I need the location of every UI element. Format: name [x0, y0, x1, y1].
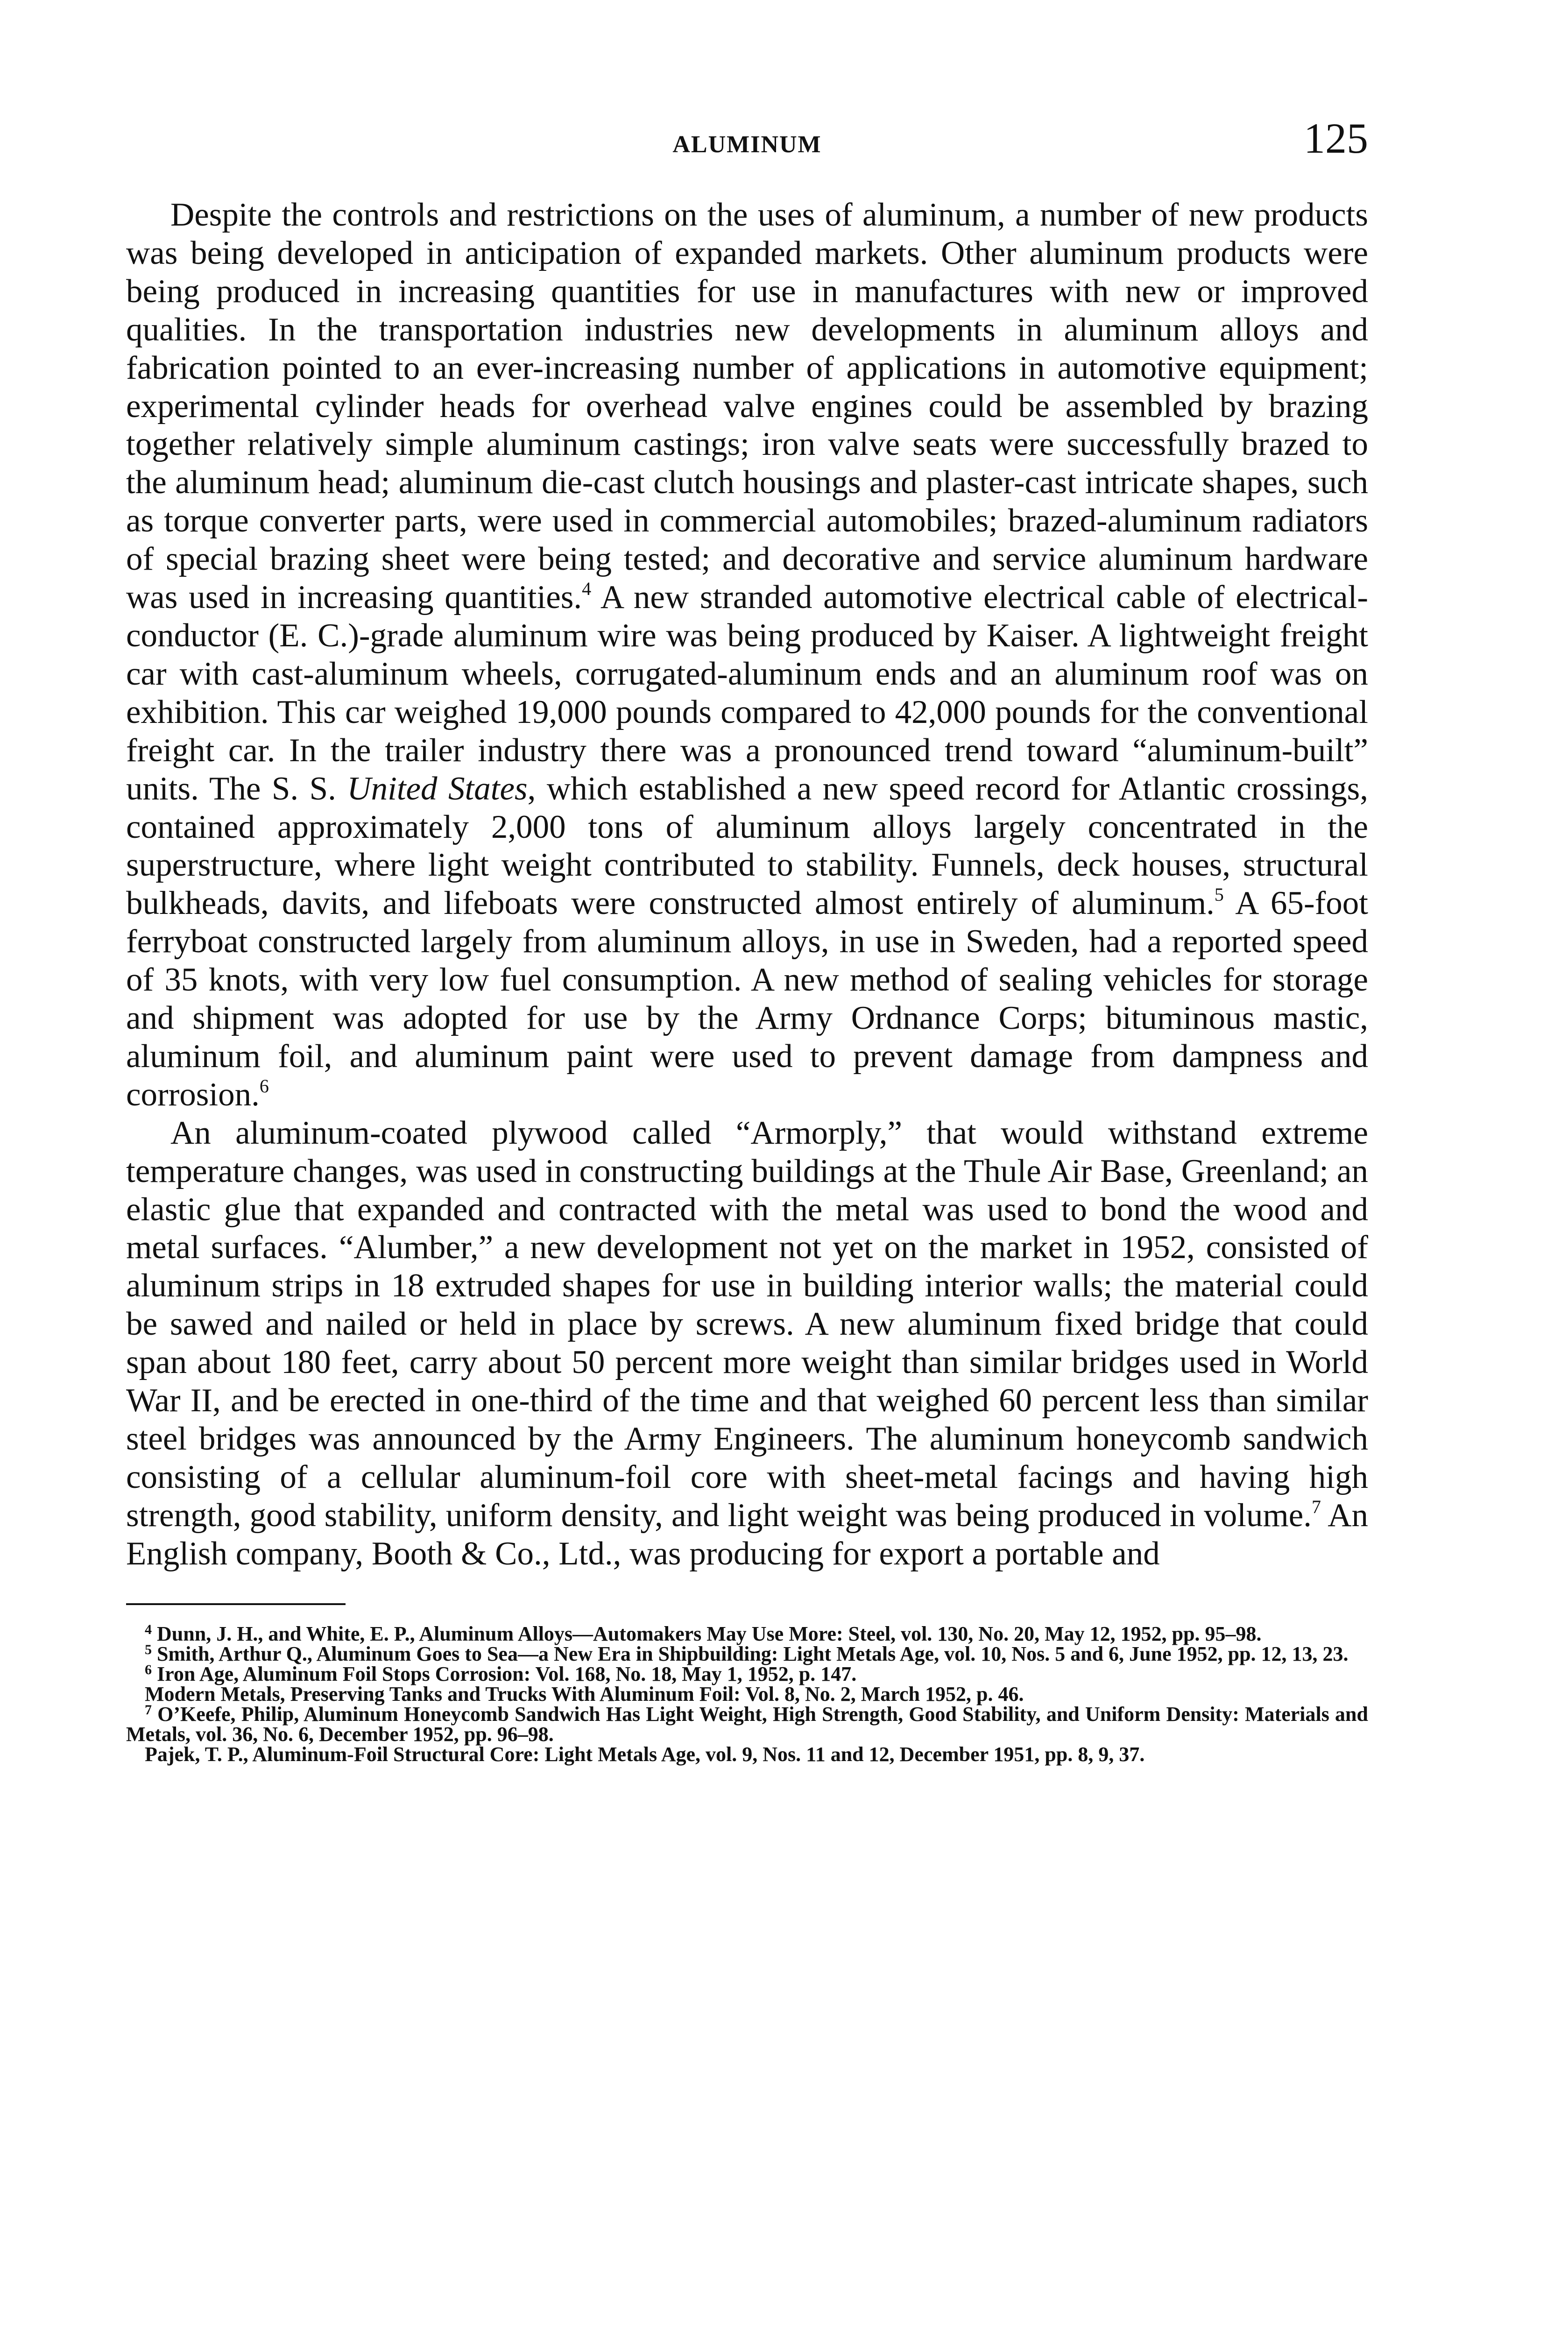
footnote-6	[126, 1664, 1368, 1684]
footnote-ref-7: 7	[1312, 1496, 1321, 1517]
page-number: 125	[1304, 114, 1368, 162]
body-text	[126, 196, 1368, 1573]
footnote-7	[126, 1704, 1368, 1744]
footnotes	[126, 1621, 1368, 1766]
paragraph-text: An aluminum-coated plywood called “Armorply,” that would withstand extreme temperature changes, was used in constructing buildings at the Thule Air Base, Greenland; an elastic glue that expanded and contracted with the metal was used to bond the wood and metal surfaces. “Alumber,” a new development not yet on the market in 1952, consisted of aluminum strips in 18 extruded shapes for use in building interior walls; the material could be sawed and nailed or held in place by screws. A new aluminum fixed bridge that could span about 180 feet, carry about 50 percent more weight than similar bridges used in World War II, and be erected in one-third of the time and that weighed 60 percent less than similar steel bridges was announced by the Army Engineers. The aluminum honeycomb sandwich consisting of a cellular aluminum-foil core with sheet-metal facings and having high strength, good stability, uniform density, and light weight was being produced in volume.	[126, 1114, 1368, 1534]
footnote-text: Dunn, J. H., and White, E. P., Aluminum Alloys—Automakers May Use More: Steel, vol. 130, No. 20, May 12, 1952, pp. 95–98.	[152, 1622, 1262, 1645]
footnote-text: Smith, Arthur Q., Aluminum Goes to Sea—a New Era in Shipbuilding: Light Metals Age, vol. 10, Nos. 5 and 6, June 1952, pp. 12, 13, 23.	[152, 1642, 1349, 1665]
paragraph-text: , which established a new speed record for Atlantic crossings, contained approximately 2,000 tons of aluminum alloys largely concentrated in the superstructure, where light weight contributed to stability. Funnels, deck houses, structural bulkheads, davits, and lifeboats were constructed almost entirely of aluminum.	[126, 770, 1368, 922]
paragraph-text: Despite the controls and restrictions on the uses of aluminum, a number of new products was being developed in anticipation of expanded markets. Other aluminum products were being produced in increasing quantities for use in manufactures with new or improved qualities. In the transportation industries new developments in aluminum alloys and fabrication pointed to an ever-increasing number of applications in automotive equipment; experimental cylinder heads for overhead valve engines could be assembled by brazing together relatively simple aluminum castings; iron valve seats were successfully brazed to the aluminum head; aluminum die-cast clutch housings and plaster-cast intricate shapes, such as torque converter parts, were used in commercial automobiles; brazed-aluminum radiators of special brazing sheet were being tested; and decorative and service aluminum hardware was used in increasing quantities.	[126, 197, 1368, 616]
running-header	[126, 114, 1368, 168]
footnote-ref-6: 6	[259, 1075, 269, 1097]
paragraph-text: A 65-foot ferryboat constructed largely from aluminum alloys, in use in Sweden, had a reported speed of 35 knots, with very low fuel consumption. A new method of sealing vehicles for storage and shipment was adopted for use by the Army Ordnance Corps; bituminous mastic, aluminum foil, and aluminum paint were used to prevent damage from dampness and corrosion.	[126, 885, 1368, 1113]
footnote-divider	[126, 1603, 346, 1605]
footnote-text: O’Keefe, Philip, Aluminum Honeycomb Sandwich Has Light Weight, High Strength, Good Stability, and Uniform Density: Materials and Metals, vol. 36, No. 6, December 1952, pp. 96–98.	[126, 1702, 1368, 1746]
footnote-ref-5: 5	[1214, 884, 1224, 906]
footnote-marker: 6	[145, 1662, 152, 1677]
footnote-marker: 5	[145, 1642, 152, 1657]
footnote-4	[126, 1621, 1368, 1645]
footnote-marker: 4	[145, 1621, 152, 1637]
footnote-ref-4: 4	[582, 578, 592, 600]
paragraph-text: A new stranded automotive electrical cable of electrical-conductor (E. C.)-grade aluminum wire was being produced by Kaiser. A lightweight freight car with cast-aluminum wheels, corrugated-aluminum ends and an aluminum roof was on exhibition. This car weighed 19,000 pounds compared to 42,000 pounds for the conventional freight car. In the trailer industry there was a pronounced trend toward “aluminum-built” units. The S. S.	[126, 579, 1368, 807]
ship-name: United States	[347, 770, 528, 807]
footnote-7-continued	[126, 1744, 1368, 1764]
paragraph-2	[126, 1114, 1368, 1573]
footnote-text: Modern Metals, Preserving Tanks and Trucks With Aluminum Foil: Vol. 8, No. 2, March 1952, p. 46.	[145, 1682, 1024, 1705]
footnote-marker: 7	[145, 1702, 152, 1718]
footnote-text: Pajek, T. P., Aluminum-Foil Structural Core: Light Metals Age, vol. 9, Nos. 11 and 12, December 1951, pp. 8, 9, 37.	[145, 1742, 1145, 1766]
footnote-5	[126, 1644, 1368, 1664]
footnote-6-continued	[126, 1684, 1368, 1704]
paragraph-1	[126, 196, 1368, 1114]
footnote-text: Iron Age, Aluminum Foil Stops Corrosion: Vol. 168, No. 18, May 1, 1952, p. 147.	[152, 1662, 857, 1685]
running-title: ALUMINUM	[672, 131, 822, 158]
document-page	[126, 114, 1369, 2335]
paragraph-text: An English company, Booth & Co., Ltd., was producing for export a portable and	[126, 1497, 1369, 1572]
